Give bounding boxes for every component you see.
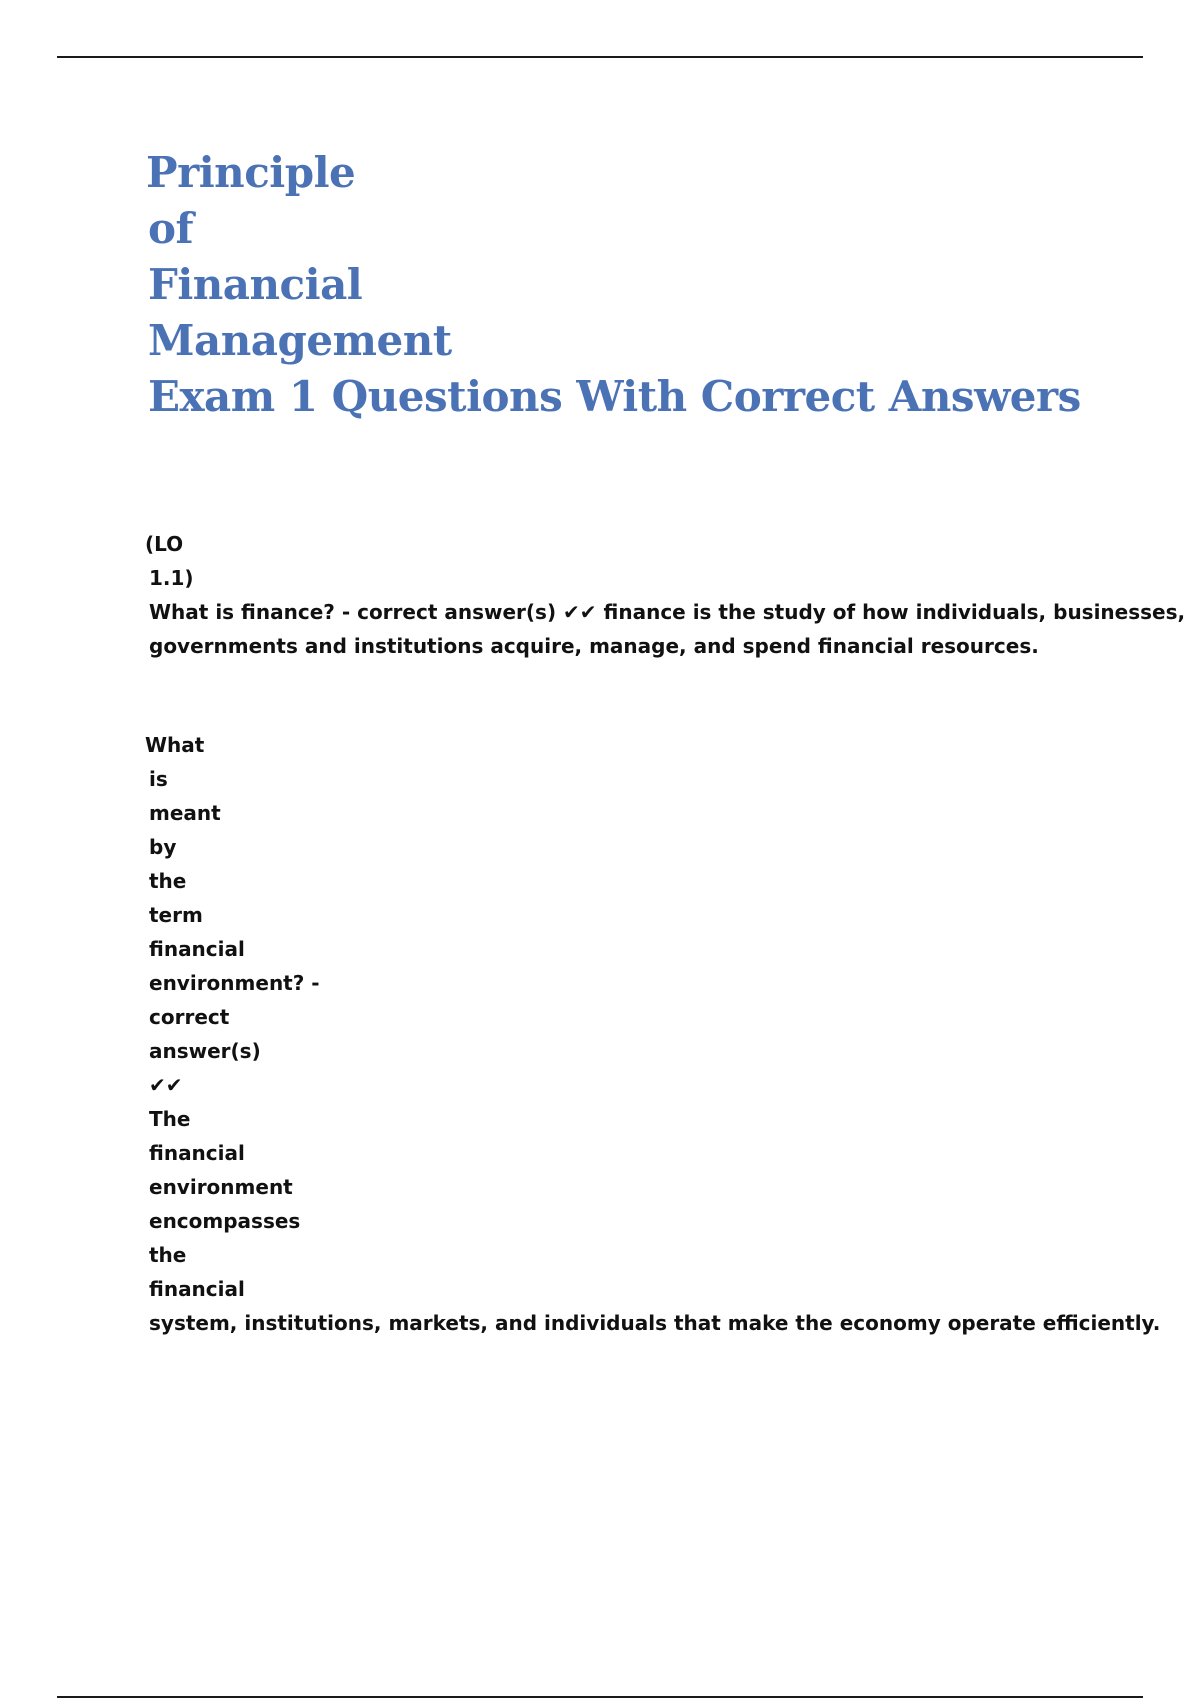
qa-line: financial xyxy=(149,1277,245,1301)
qa-line: term xyxy=(149,903,203,927)
qa-line: meant xyxy=(149,801,221,825)
qa-line: environment xyxy=(149,1175,293,1199)
qa-line: What is finance? - correct answer(s) ✔✔ finance is the study of how individuals, businesses, xyxy=(149,600,1186,624)
qa-line: environment? - xyxy=(149,971,320,995)
title-line: Principle xyxy=(146,148,356,197)
title-line: of xyxy=(148,204,194,253)
qa-line: What xyxy=(145,733,205,757)
qa-line: is xyxy=(149,767,168,791)
qa-line: the xyxy=(149,869,187,893)
footer-rule xyxy=(57,1696,1143,1698)
qa-line: financial xyxy=(149,1141,245,1165)
qa-line: correct xyxy=(149,1005,230,1029)
qa-line: answer(s) xyxy=(149,1039,261,1063)
qa-line: system, institutions, markets, and individuals that make the economy operate efficiently. xyxy=(149,1311,1161,1335)
title-line: Management xyxy=(148,316,452,365)
qa-line: (LO xyxy=(145,532,184,556)
header-rule xyxy=(57,56,1143,58)
qa-line: governments and institutions acquire, manage, and spend financial resources. xyxy=(149,634,1039,658)
question-answer-2 xyxy=(145,728,1160,1340)
document-title xyxy=(146,145,1081,425)
qa-line: The xyxy=(149,1107,191,1131)
qa-line: financial xyxy=(149,937,245,961)
qa-line: 1.1) xyxy=(149,566,194,590)
question-answer-1 xyxy=(145,527,1185,663)
qa-line: the xyxy=(149,1243,187,1267)
qa-line: by xyxy=(149,835,177,859)
title-line: Exam 1 Questions With Correct Answers xyxy=(148,372,1081,421)
qa-line: encompasses xyxy=(149,1209,301,1233)
checkmark-icon: ✔✔ xyxy=(149,1073,183,1097)
title-line: Financial xyxy=(148,260,363,309)
